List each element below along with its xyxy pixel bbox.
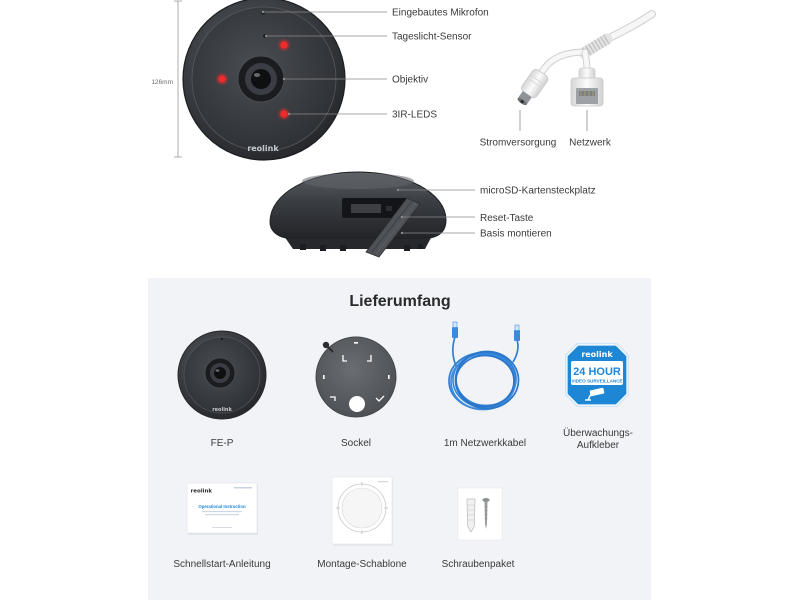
pigtail-cable (514, 14, 652, 131)
screws-icon (458, 488, 502, 540)
sticker-icon (565, 343, 629, 407)
network-jack-icon (571, 68, 603, 106)
camera-logo: reolink (212, 407, 232, 413)
callout-lens: Objektiv (392, 74, 429, 86)
power-plug-icon (514, 68, 550, 109)
package-title: Lieferumfang (349, 293, 451, 310)
camera-top-view (183, 0, 345, 160)
mounting-base-icon (316, 337, 396, 417)
sticker-headline: 24 HOUR (573, 366, 621, 378)
sticker-subline: VIDEO SURVEILLANCE (571, 378, 623, 384)
item-label-template: Montage-Schablone (317, 559, 407, 570)
callout-microsd: microSD-Kartensteckplatz (480, 185, 596, 197)
callout-network: Netzwerk (569, 137, 611, 149)
item-label-network-cable: 1m Netzwerkkabel (443, 438, 527, 449)
item-label-sticker-line2: Aufkleber (576, 440, 620, 451)
item-label-screws: Schraubenpaket (441, 559, 515, 570)
callout-reset: Reset-Taste (480, 213, 534, 224)
wall-anchor-icon (467, 499, 475, 532)
camera-icon (178, 331, 266, 419)
callout-microphone: Eingebautes Mikrofon (392, 7, 489, 19)
item-label-sticker-line1: Überwachungs- (562, 428, 634, 439)
item-label-camera: FE-P (210, 438, 234, 449)
lens-icon (238, 56, 284, 102)
dimension-line (174, 1, 182, 157)
dimension-label: 126mm (151, 79, 173, 86)
callout-ir-leds: 3IR-LEDS (392, 109, 438, 121)
ir-led-icon (215, 72, 229, 86)
item-label-manual: Schnellstart-Anleitung (173, 559, 271, 570)
camera-logo: reolink (247, 144, 279, 153)
callout-mount-base: Basis montieren (480, 228, 552, 240)
manual-icon (187, 483, 258, 535)
template-icon (332, 477, 393, 546)
manual-heading: Operational Instruction (198, 504, 246, 509)
manual-brand: reolink (190, 488, 213, 495)
callout-power: Stromversorgung (479, 137, 557, 149)
camera-side-view (270, 172, 446, 257)
callout-daylight-sensor: Tageslicht-Sensor (392, 31, 472, 43)
ir-led-icon (277, 38, 291, 52)
item-label-mounting-base: Sockel (340, 438, 372, 449)
sticker-brand: reolink (581, 350, 613, 359)
